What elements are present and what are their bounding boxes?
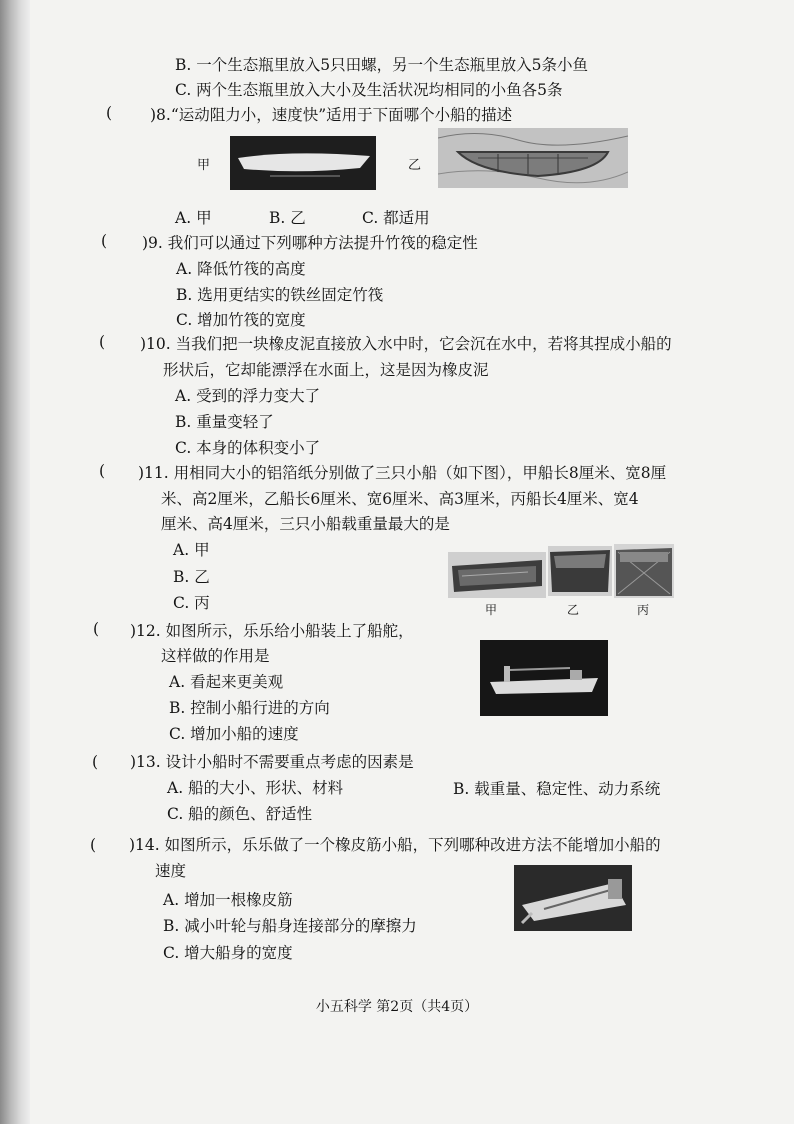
q11-boat-bing-photo [614,544,674,598]
q8-image-label-a: 甲 [197,158,211,173]
q8-boat-b-graphic [438,128,628,188]
q8-boat-a-photo [230,136,376,190]
q8-option-b[interactable]: B. 乙 [269,209,306,227]
q11-boat-jia-photo [448,552,546,598]
page-footer: 小五科学 第2页（共4页） [315,999,479,1015]
q11-boat-bing-graphic [614,544,674,598]
q10-option-c[interactable]: C. 本身的体积变小了 [175,439,321,457]
q14-stem-line1: )14. 如图所示，乐乐做了一个橡皮筋小船，下列哪种改进方法不能增加小船的 [129,836,661,854]
q11-stem-line2: 米、高2厘米，乙船长6厘米、宽6厘米、高3厘米，丙船长4厘米、宽4 [161,490,639,508]
q8-boat-a-graphic [230,136,376,190]
q11-label-yi: 乙 [567,603,580,617]
scan-binding-shadow [0,0,30,1124]
q12-option-c[interactable]: C. 增加小船的速度 [169,725,299,743]
q11-boat-jia-graphic [448,552,546,598]
q9-option-a[interactable]: A. 降低竹筏的高度 [176,260,306,278]
q8-image-label-b: 乙 [408,158,422,173]
q11-boat-yi-photo [548,546,612,596]
q8-boat-b-photo [438,128,628,188]
q9-option-c[interactable]: C. 增加竹筏的宽度 [176,311,306,329]
q8-answer-paren[interactable]: ( [106,104,113,122]
q11-boat-yi-graphic [548,546,612,596]
q11-label-bing: 丙 [637,603,650,617]
q12-option-a[interactable]: A. 看起来更美观 [169,673,284,691]
q10-stem-line1: )10. 当我们把一块橡皮泥直接放入水中时，它会沉在水中，若将其捏成小船的 [140,335,672,353]
q14-option-b[interactable]: B. 减小叶轮与船身连接部分的摩擦力 [163,917,417,935]
q11-option-c[interactable]: C. 丙 [173,594,210,612]
q13-option-c[interactable]: C. 船的颜色、舒适性 [167,805,313,823]
q14-option-a[interactable]: A. 增加一根橡皮筋 [163,891,293,909]
q11-answer-paren[interactable]: ( [99,462,106,480]
q14-option-c[interactable]: C. 增大船身的宽度 [163,944,293,962]
q7-option-c: C. 两个生态瓶里放入大小及生活状况均相同的小鱼各5条 [175,81,563,99]
q7-option-b: B. 一个生态瓶里放入5只田螺，另一个生态瓶里放入5条小鱼 [175,56,588,74]
q14-rubber-band-boat-graphic [514,865,632,931]
q8-stem: )8.“运动阻力小，速度快”适用于下面哪个小船的描述 [150,106,513,124]
q11-stem-line1: )11. 用相同大小的铝箔纸分别做了三只小船（如下图），甲船长8厘米、宽8厘 [138,464,667,482]
q12-rudder-boat-photo [480,640,608,716]
q11-label-jia: 甲 [485,603,498,617]
q13-answer-paren[interactable]: ( [92,753,99,771]
q12-option-b[interactable]: B. 控制小船行进的方向 [169,699,330,717]
q13-option-a[interactable]: A. 船的大小、形状、材料 [167,779,344,797]
q12-stem-line2: 这样做的作用是 [161,647,270,665]
q9-stem: )9. 我们可以通过下列哪种方法提升竹筏的稳定性 [142,234,478,252]
q11-option-b[interactable]: B. 乙 [173,568,210,586]
q12-stem-line1: )12. 如图所示，乐乐给小船装上了船舵， [130,622,414,640]
q9-answer-paren[interactable]: ( [101,232,108,250]
q13-option-b[interactable]: B. 载重量、稳定性、动力系统 [453,780,661,798]
q8-option-a[interactable]: A. 甲 [175,209,212,227]
q14-stem-line2: 速度 [155,862,187,880]
q14-answer-paren[interactable]: ( [90,836,97,854]
q8-option-c[interactable]: C. 都适用 [362,209,430,227]
q14-rubber-band-boat-photo [514,865,632,931]
q10-option-a[interactable]: A. 受到的浮力变大了 [175,387,321,405]
q9-option-b[interactable]: B. 选用更结实的铁丝固定竹筏 [176,286,384,304]
q12-answer-paren[interactable]: ( [93,620,100,638]
q11-option-a[interactable]: A. 甲 [173,541,210,559]
q13-stem: )13. 设计小船时不需要重点考虑的因素是 [130,753,414,771]
q12-rudder-boat-graphic [480,640,608,716]
q10-option-b[interactable]: B. 重量变轻了 [175,413,274,431]
q11-stem-line3: 厘米、高4厘米，三只小船载重量最大的是 [161,515,450,533]
q10-stem-line2: 形状后，它却能漂浮在水面上，这是因为橡皮泥 [163,361,489,379]
q10-answer-paren[interactable]: ( [99,333,106,351]
